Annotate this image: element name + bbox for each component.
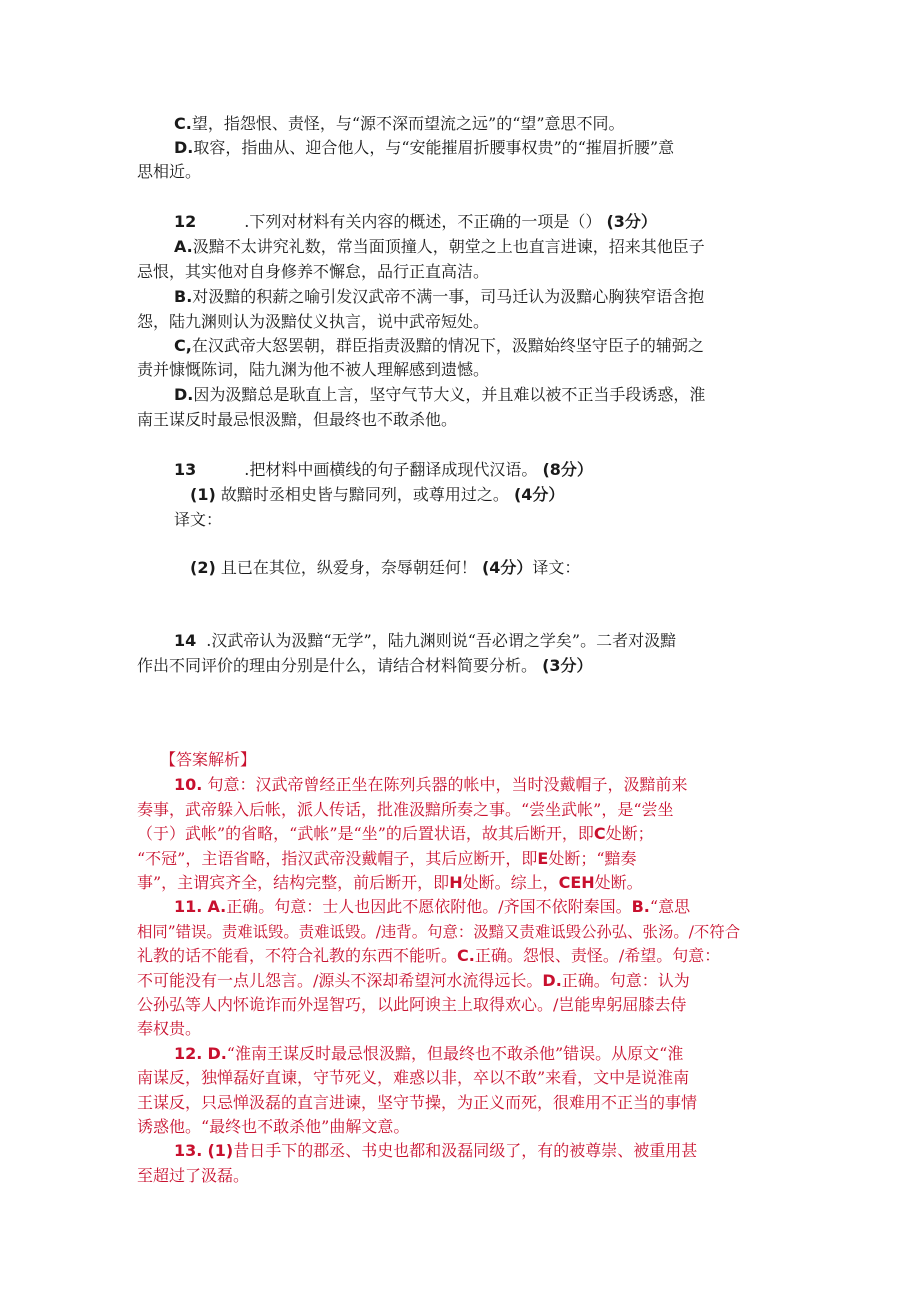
q13-sentence-2: (2) 且已在其位，纵爱身，奈辱朝廷何！ (4分）译文： <box>190 558 581 577</box>
answer-12-line-1: 12. D.“淮南王谋反时最忌恨汲黯，但最终也不敢杀他”错误。从原文“淮 <box>174 1044 684 1063</box>
q12-option-a-cont: 忌恨，其实他对自身修养不懈怠，品行正直高洁。 <box>137 262 490 281</box>
q12-option-a: A.汲黯不太讲究礼数，常当面顶撞人，朝堂之上也直言进谏，招来其他臣子 <box>174 237 705 256</box>
answer-11-line-4: 不可能没有一点儿怨言。/源头不深却希望河水流得远长。D.正确。句意：认为 <box>137 971 690 990</box>
answer-12-line-2: 南谋反，独惮磊好直谏，守节死义，难惑以非，卒以不敢”来看，文中是说淮南 <box>137 1068 690 1087</box>
answer-11-line-6: 奉权贵。 <box>137 1019 202 1038</box>
q11-option-c: C.望，指怨恨、责怪，与“源不深而望流之远”的“望”意思不同。 <box>174 114 625 133</box>
q12-option-c: C,在汉武帝大怒罢朝，群臣指责汲黯的情况下，汲黯始终坚守臣子的辅弼之 <box>174 336 704 355</box>
answer-11-line-1: 11. A.正确。句意：士人也因此不愿依附他。/齐国不依附秦国。B.“意思 <box>174 897 691 916</box>
answer-10-line-2: 奏事，武帝躲入后帐，派人传话，批准汲黯所奏之事。“尝坐武帐”，是“尝坐 <box>137 800 674 819</box>
q12-option-b: B.对汲黯的积薪之喻引发汉武帝不满一事，司马迁认为汲黯心胸狭窄语含抱 <box>174 287 705 306</box>
answer-13-line-1: 13. (1)昔日手下的郡丞、书史也都和汲磊同级了，有的被尊崇、被重用甚 <box>174 1141 698 1160</box>
answer-11-line-3: 礼教的话不能看，不符合礼教的东西不能听。C.正确。怨恨、责怪。/希望。句意： <box>137 946 721 965</box>
q13-translation-label: 译文： <box>174 510 223 529</box>
q12-stem: 12 .下列对材料有关内容的概述，不正确的一项是（） (3分） <box>174 212 657 231</box>
q11-option-d-cont: 思相近。 <box>137 162 202 181</box>
answer-10-line-4: “不冠”，主语省略，指汉武帝没戴帽子，其后应断开，即E处断；“黯奏 <box>137 849 637 868</box>
q13-sentence-1: (1) 故黯时丞相史皆与黯同列，或尊用过之。 (4分） <box>190 485 565 504</box>
answer-12-line-4: 诱惑他。“最终也不敢杀他”曲解文意。 <box>137 1117 410 1136</box>
q12-option-d: D.因为汲黯总是耿直上言，坚守气节大义，并且难以被不正当手段诱惑，淮 <box>174 385 706 404</box>
q11-option-d: D.取容，指曲从、迎合他人，与“安能摧眉折腰事权贵”的“摧眉折腰”意 <box>174 138 675 157</box>
q13-stem: 13 .把材料中画横线的句子翻译成现代汉语。 (8分） <box>174 460 593 479</box>
answer-10-line-5: 事”，主谓宾齐全，结构完整，前后断开，即H处断。综上，CEH处断。 <box>137 873 643 892</box>
answer-10-line-1: 10. 句意：汉武帝曾经正坐在陈列兵器的帐中，当时没戴帽子，汲黯前来 <box>174 775 688 794</box>
q12-option-d-cont: 南王谋反时最忌恨汲黯，但最终也不敢杀他。 <box>137 410 458 429</box>
answer-heading: 【答案解析】 <box>160 750 257 769</box>
answer-11-line-2: 相同”错误。责难诋毁。责难诋毁。/违背。句意：汲黯又责难诋毁公孙弘、张汤。/不符合 <box>137 923 741 941</box>
answer-13-line-2: 至超过了汲磊。 <box>137 1166 250 1185</box>
q14-stem-cont: 作出不同评价的理由分别是什么，请结合材料简要分析。 (3分） <box>137 656 593 675</box>
q12-option-c-cont: 责并慷慨陈词，陆九渊为他不被人理解感到遗憾。 <box>137 360 490 379</box>
answer-11-line-5: 公孙弘等人内怀诡诈而外逞智巧，以此阿谀主上取得欢心。/岂能卑躬屈膝去侍 <box>137 995 687 1014</box>
q12-option-b-cont: 怨，陆九渊则认为汲黯仗义执言，说中武帝短处。 <box>137 312 490 331</box>
q14-stem: 14 .汉武帝认为汲黯“无学”，陆九渊则说“吾必谓之学矣”。二者对汲黯 <box>174 631 677 650</box>
answer-10-line-3: （于）武帐”的省略，“武帐”是“坐”的后置状语，故其后断开，即C处断； <box>137 824 654 843</box>
answer-12-line-3: 王谋反，只忌惮汲磊的直言进谏，坚守节操，为正义而死，很难用不正当的事情 <box>137 1093 698 1112</box>
